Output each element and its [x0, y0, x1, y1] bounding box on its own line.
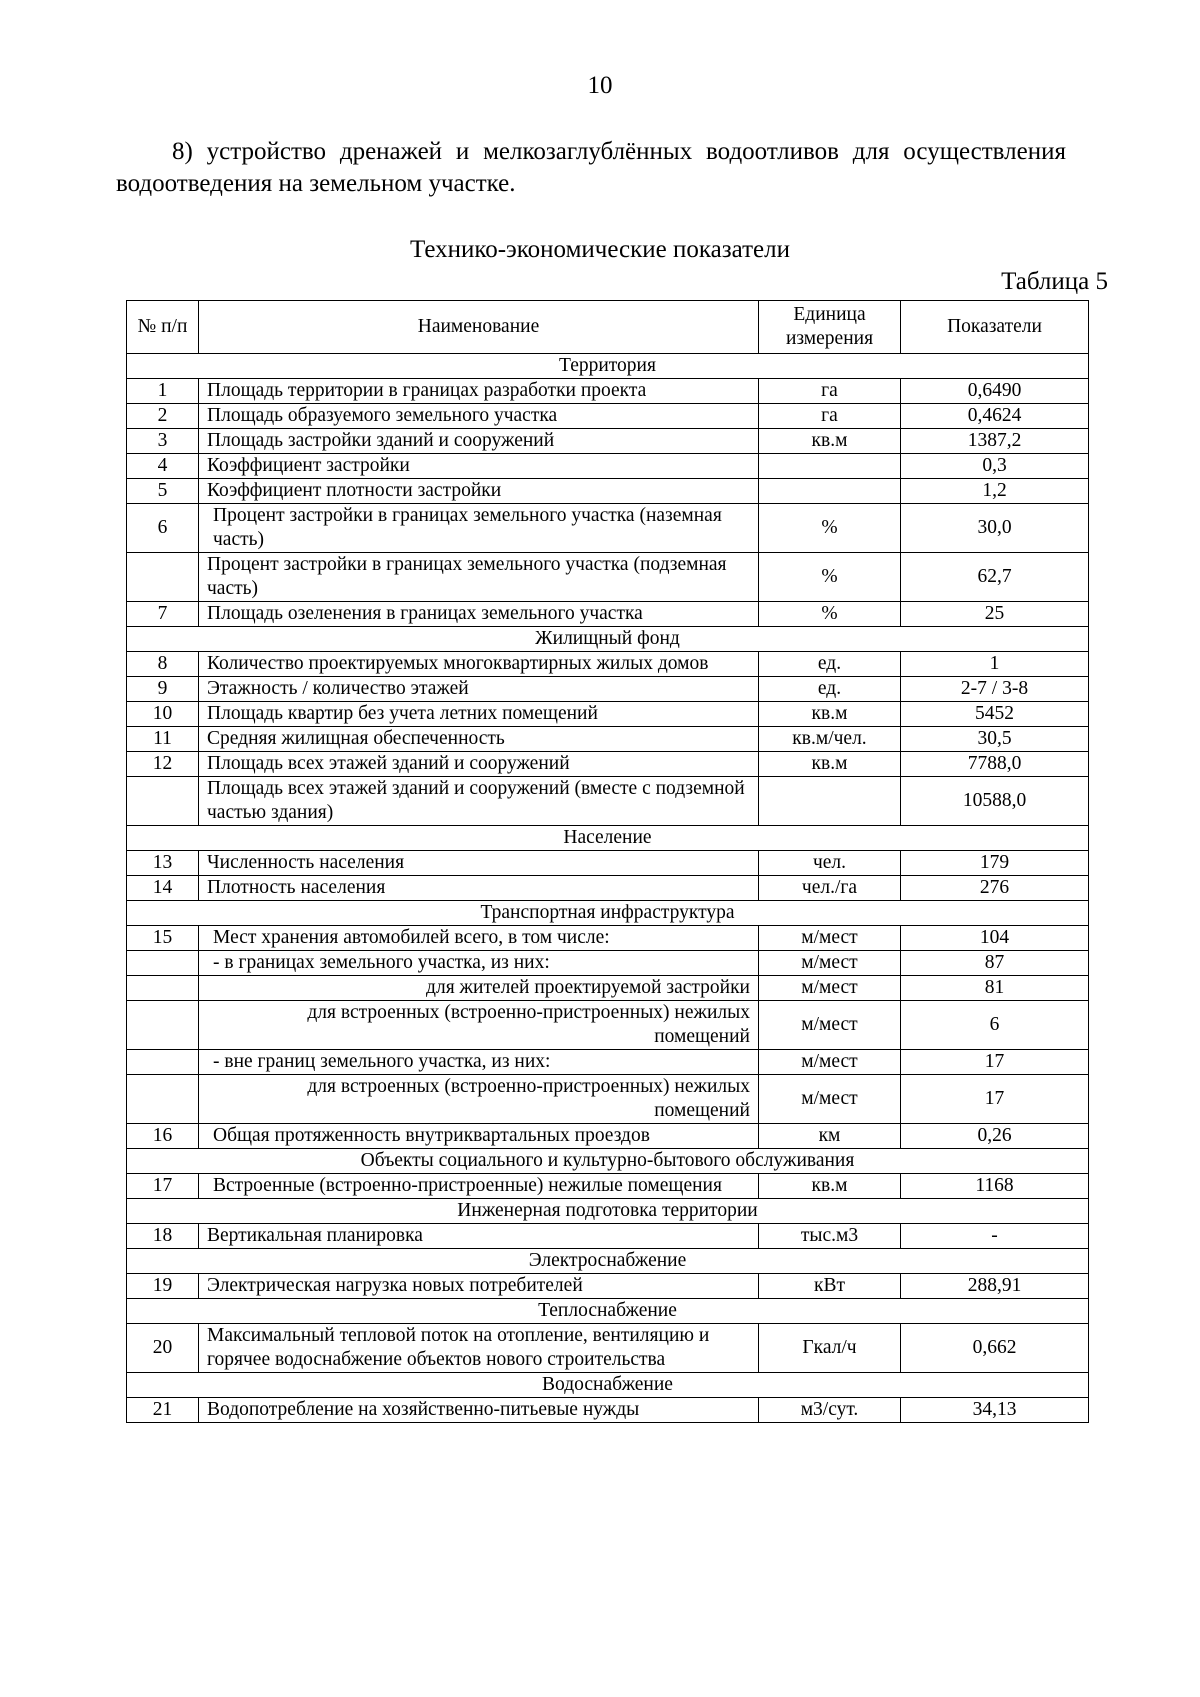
row-value: 34,13 — [901, 1398, 1089, 1423]
row-number: 14 — [127, 876, 199, 901]
section-row — [127, 1249, 1089, 1274]
section-title: Инженерная подготовка территории — [127, 1199, 1089, 1224]
header-unit: Единица измерения — [759, 301, 901, 354]
row-value: 0,662 — [901, 1324, 1089, 1373]
row-number: 7 — [127, 602, 199, 627]
row-value: 1,2 — [901, 479, 1089, 504]
indicators-table — [126, 300, 1089, 1423]
page-number: 10 — [587, 72, 613, 99]
table-row — [127, 1224, 1089, 1249]
row-number — [127, 1075, 199, 1124]
section-title: Жилищный фонд — [127, 627, 1089, 652]
table-row — [127, 777, 1089, 826]
table-row — [127, 976, 1089, 1001]
row-name: Площадь всех этажей зданий и сооружений — [199, 752, 759, 777]
section-row — [127, 901, 1089, 926]
row-unit: м/мест — [759, 1001, 901, 1050]
row-number: 6 — [127, 504, 199, 553]
section-title: Транспортная инфраструктура — [127, 901, 1089, 926]
row-unit: м3/сут. — [759, 1398, 901, 1423]
row-name: Площадь территории в границах разработки проекта — [199, 379, 759, 404]
row-number: 4 — [127, 454, 199, 479]
row-number — [127, 951, 199, 976]
row-name: Коэффициент плотности застройки — [199, 479, 759, 504]
row-name: Встроенные (встроенно-пристроенные) нежилые помещения — [199, 1174, 759, 1199]
row-name: Площадь квартир без учета летних помещений — [199, 702, 759, 727]
row-name: Средняя жилищная обеспеченность — [199, 727, 759, 752]
table-row — [127, 1050, 1089, 1075]
row-number: 9 — [127, 677, 199, 702]
row-unit — [759, 479, 901, 504]
table-row — [127, 851, 1089, 876]
table-row — [127, 504, 1089, 553]
row-name: Площадь озеленения в границах земельного участка — [199, 602, 759, 627]
row-value: 0,3 — [901, 454, 1089, 479]
table-row — [127, 652, 1089, 677]
row-value: 10588,0 — [901, 777, 1089, 826]
section-row — [127, 627, 1089, 652]
row-unit: м/мест — [759, 951, 901, 976]
row-value: 5452 — [901, 702, 1089, 727]
row-name: Электрическая нагрузка новых потребителей — [199, 1274, 759, 1299]
row-name: Количество проектируемых многоквартирных жилых домов — [199, 652, 759, 677]
table-header-row — [127, 301, 1089, 354]
row-value: 1387,2 — [901, 429, 1089, 454]
row-unit: м/мест — [759, 1075, 901, 1124]
row-name: Этажность / количество этажей — [199, 677, 759, 702]
section-title: Теплоснабжение — [127, 1299, 1089, 1324]
row-value: 17 — [901, 1075, 1089, 1124]
section-row — [127, 826, 1089, 851]
row-number: 11 — [127, 727, 199, 752]
table-row — [127, 1398, 1089, 1423]
row-value: 87 — [901, 951, 1089, 976]
row-unit: чел./га — [759, 876, 901, 901]
row-name: Численность населения — [199, 851, 759, 876]
row-number — [127, 553, 199, 602]
row-number: 20 — [127, 1324, 199, 1373]
table-row — [127, 479, 1089, 504]
row-value: 288,91 — [901, 1274, 1089, 1299]
row-name: для встроенных (встроенно-пристроенных) нежилых помещений — [199, 1075, 759, 1124]
section-row — [127, 1149, 1089, 1174]
row-unit: ед. — [759, 677, 901, 702]
row-name: Мест хранения автомобилей всего, в том числе: — [199, 926, 759, 951]
section-row — [127, 1199, 1089, 1224]
section-row — [127, 1299, 1089, 1324]
row-number: 21 — [127, 1398, 199, 1423]
row-value: 104 — [901, 926, 1089, 951]
section-title: Электроснабжение — [127, 1249, 1089, 1274]
row-value: 2-7 / 3-8 — [901, 677, 1089, 702]
row-number: 19 — [127, 1274, 199, 1299]
row-value: 0,6490 — [901, 379, 1089, 404]
row-value: 1 — [901, 652, 1089, 677]
row-number: 18 — [127, 1224, 199, 1249]
row-name: Площадь застройки зданий и сооружений — [199, 429, 759, 454]
row-number: 8 — [127, 652, 199, 677]
row-unit: кв.м — [759, 752, 901, 777]
table-row — [127, 1274, 1089, 1299]
row-number: 17 — [127, 1174, 199, 1199]
row-name: Максимальный тепловой поток на отопление, вентиляцию и горячее водоснабжение объектов нового строительства — [199, 1324, 759, 1373]
row-unit: % — [759, 602, 901, 627]
section-title: Объекты социального и культурно-бытового обслуживания — [127, 1149, 1089, 1174]
row-number — [127, 1001, 199, 1050]
row-value: 30,0 — [901, 504, 1089, 553]
row-unit: тыс.м3 — [759, 1224, 901, 1249]
row-name: - вне границ земельного участка, из них: — [199, 1050, 759, 1075]
row-unit: кв.м — [759, 429, 901, 454]
row-name: Площадь всех этажей зданий и сооружений (вместе с подземной частью здания) — [199, 777, 759, 826]
table-row — [127, 677, 1089, 702]
row-value: 0,26 — [901, 1124, 1089, 1149]
row-name: для встроенных (встроенно-пристроенных) нежилых помещений — [199, 1001, 759, 1050]
table-row — [127, 752, 1089, 777]
row-value: 62,7 — [901, 553, 1089, 602]
row-value: 0,4624 — [901, 404, 1089, 429]
row-number: 2 — [127, 404, 199, 429]
row-unit: м/мест — [759, 1050, 901, 1075]
row-number — [127, 1050, 199, 1075]
table-row — [127, 727, 1089, 752]
table-row — [127, 702, 1089, 727]
row-unit: га — [759, 379, 901, 404]
table-row — [127, 1174, 1089, 1199]
row-value: 6 — [901, 1001, 1089, 1050]
row-number: 1 — [127, 379, 199, 404]
row-value: 25 — [901, 602, 1089, 627]
table-row — [127, 876, 1089, 901]
row-number: 5 — [127, 479, 199, 504]
row-value: 17 — [901, 1050, 1089, 1075]
row-value: 179 — [901, 851, 1089, 876]
row-value: 276 — [901, 876, 1089, 901]
table-row — [127, 379, 1089, 404]
row-value: - — [901, 1224, 1089, 1249]
table-row — [127, 404, 1089, 429]
row-unit: км — [759, 1124, 901, 1149]
row-name: - в границах земельного участка, из них: — [199, 951, 759, 976]
row-value: 30,5 — [901, 727, 1089, 752]
row-name: для жителей проектируемой застройки — [199, 976, 759, 1001]
row-value: 81 — [901, 976, 1089, 1001]
table-row — [127, 553, 1089, 602]
table-row — [127, 602, 1089, 627]
intro-paragraph: 8) устройство дренажей и мелкозаглублённых водоотливов для осуществления водоотведения на земельном участке. — [116, 138, 1066, 197]
section-row — [127, 354, 1089, 379]
row-unit: чел. — [759, 851, 901, 876]
row-number: 15 — [127, 926, 199, 951]
row-value: 1168 — [901, 1174, 1089, 1199]
row-unit: кв.м — [759, 702, 901, 727]
row-number — [127, 976, 199, 1001]
row-unit — [759, 454, 901, 479]
table-row — [127, 1075, 1089, 1124]
row-name: Плотность населения — [199, 876, 759, 901]
table-row — [127, 951, 1089, 976]
table-row — [127, 1001, 1089, 1050]
row-name: Вертикальная планировка — [199, 1224, 759, 1249]
row-unit: % — [759, 553, 901, 602]
row-unit: ед. — [759, 652, 901, 677]
row-unit: кВт — [759, 1274, 901, 1299]
section-title: Население — [127, 826, 1089, 851]
row-name: Водопотребление на хозяйственно-питьевые нужды — [199, 1398, 759, 1423]
row-number: 10 — [127, 702, 199, 727]
table-row — [127, 454, 1089, 479]
row-unit: м/мест — [759, 926, 901, 951]
row-number: 13 — [127, 851, 199, 876]
section-row — [127, 1373, 1089, 1398]
table-label: Таблица 5 — [1001, 268, 1108, 295]
row-number — [127, 777, 199, 826]
header-value: Показатели — [901, 301, 1089, 354]
header-num: № п/п — [127, 301, 199, 354]
row-value: 7788,0 — [901, 752, 1089, 777]
row-unit: кв.м/чел. — [759, 727, 901, 752]
row-number: 12 — [127, 752, 199, 777]
table-row — [127, 429, 1089, 454]
row-name: Коэффициент застройки — [199, 454, 759, 479]
row-unit — [759, 777, 901, 826]
table-title: Технико-экономические показатели — [410, 236, 790, 263]
section-title: Водоснабжение — [127, 1373, 1089, 1398]
row-number: 16 — [127, 1124, 199, 1149]
row-name: Площадь образуемого земельного участка — [199, 404, 759, 429]
table-row — [127, 1124, 1089, 1149]
table-row — [127, 1324, 1089, 1373]
row-unit: м/мест — [759, 976, 901, 1001]
row-name: Общая протяженность внутриквартальных проездов — [199, 1124, 759, 1149]
header-name: Наименование — [199, 301, 759, 354]
section-title: Территория — [127, 354, 1089, 379]
row-unit: кв.м — [759, 1174, 901, 1199]
table-body — [127, 354, 1089, 1423]
row-name: Процент застройки в границах земельного участка (подземная часть) — [199, 553, 759, 602]
row-name: Процент застройки в границах земельного участка (наземная часть) — [199, 504, 759, 553]
row-unit: Гкал/ч — [759, 1324, 901, 1373]
table-row — [127, 926, 1089, 951]
row-number: 3 — [127, 429, 199, 454]
row-unit: га — [759, 404, 901, 429]
row-unit: % — [759, 504, 901, 553]
